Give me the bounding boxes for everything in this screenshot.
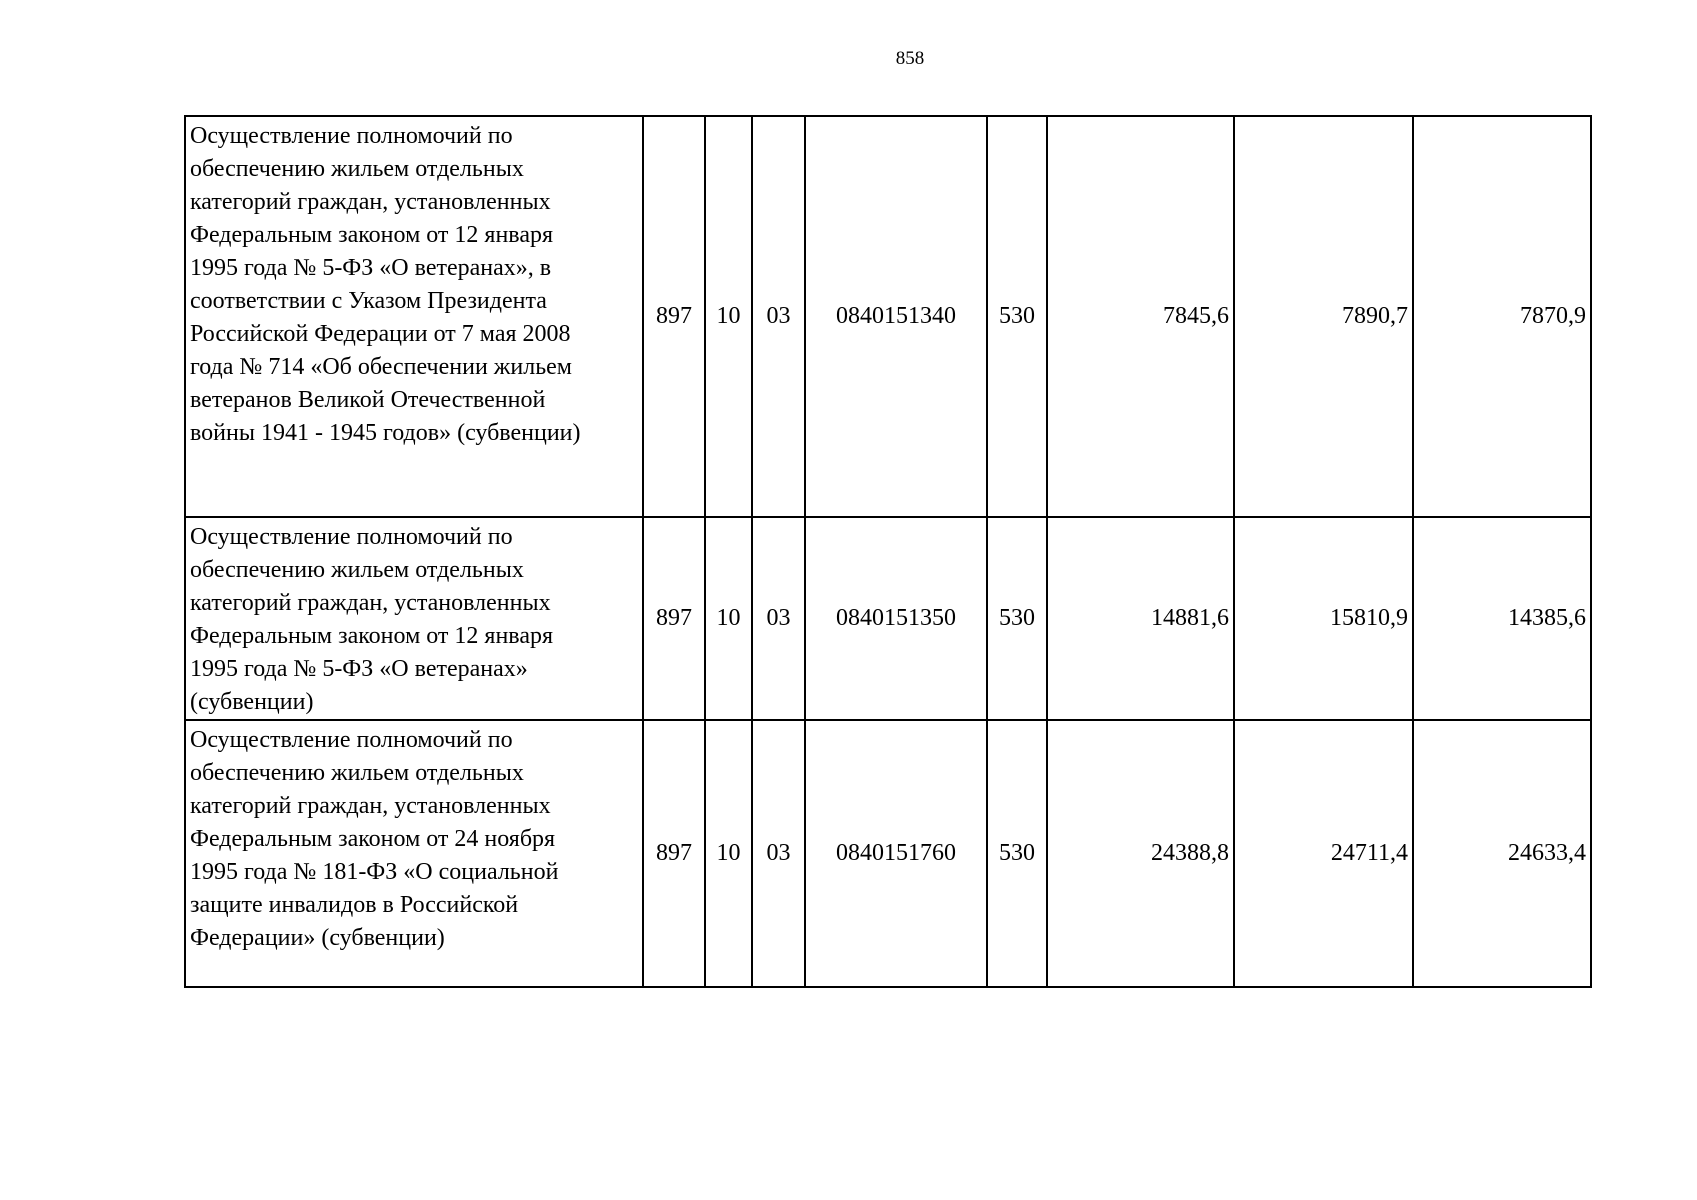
description-line: обеспечению жильем отдельных xyxy=(190,760,524,786)
description-line: Федеральным законом от 24 ноября xyxy=(190,826,556,852)
amount-year-1: 24388,8 xyxy=(1047,720,1234,987)
section-code: 10 xyxy=(705,720,752,987)
description-line: 1995 года № 5-ФЗ «О ветеранах» xyxy=(190,656,528,682)
amount-year-2: 24711,4 xyxy=(1234,720,1413,987)
subsection-code: 03 xyxy=(752,720,805,987)
section-code: 10 xyxy=(705,517,752,720)
page-number: 858 xyxy=(895,48,925,69)
amount-year-1: 14881,6 xyxy=(1047,517,1234,720)
description-line: (субвенции) xyxy=(190,689,314,715)
target-article-code: 0840151340 xyxy=(805,116,987,517)
description-line: обеспечению жильем отдельных xyxy=(190,557,524,583)
description-line: 1995 года № 5-ФЗ «О ветеранах», в xyxy=(190,255,552,281)
description-line: Осуществление полномочий по xyxy=(190,123,513,149)
description-line: категорий граждан, установленных xyxy=(190,590,551,616)
row-description xyxy=(185,116,643,517)
description-line: категорий граждан, установленных xyxy=(190,793,551,819)
ministry-code: 897 xyxy=(643,116,705,517)
amount-year-2: 7890,7 xyxy=(1234,116,1413,517)
ministry-code: 897 xyxy=(643,720,705,987)
target-article-code: 0840151350 xyxy=(805,517,987,720)
table-row xyxy=(185,116,1591,517)
table-row xyxy=(185,517,1591,720)
budget-table xyxy=(184,115,1592,988)
amount-year-1: 7845,6 xyxy=(1047,116,1234,517)
expense-type-code: 530 xyxy=(987,720,1047,987)
amount-year-3: 14385,6 xyxy=(1413,517,1591,720)
amount-year-2: 15810,9 xyxy=(1234,517,1413,720)
ministry-code: 897 xyxy=(643,517,705,720)
subsection-code: 03 xyxy=(752,517,805,720)
description-line: Осуществление полномочий по xyxy=(190,524,513,550)
target-article-code: 0840151760 xyxy=(805,720,987,987)
description-line: обеспечению жильем отдельных xyxy=(190,156,524,182)
amount-year-3: 24633,4 xyxy=(1413,720,1591,987)
subsection-code: 03 xyxy=(752,116,805,517)
table-row xyxy=(185,720,1591,987)
description-line: ветеранов Великой Отечественной xyxy=(190,387,546,413)
description-line: Федеральным законом от 12 января xyxy=(190,623,554,649)
description-line: Федерации» (субвенции) xyxy=(190,925,445,951)
description-line: Российской Федерации от 7 мая 2008 xyxy=(190,321,571,347)
row-description xyxy=(185,517,643,720)
description-line: года № 714 «Об обеспечении жильем xyxy=(190,354,572,380)
description-line: категорий граждан, установленных xyxy=(190,189,551,215)
description-line: войны 1941 - 1945 годов» (субвенции) xyxy=(190,420,581,446)
description-line: соответствии с Указом Президента xyxy=(190,288,547,314)
description-line: защите инвалидов в Российской xyxy=(190,892,519,918)
row-description xyxy=(185,720,643,987)
description-line: Федеральным законом от 12 января xyxy=(190,222,554,248)
expense-type-code: 530 xyxy=(987,116,1047,517)
description-line: 1995 года № 181-ФЗ «О социальной xyxy=(190,859,559,885)
amount-year-3: 7870,9 xyxy=(1413,116,1591,517)
section-code: 10 xyxy=(705,116,752,517)
expense-type-code: 530 xyxy=(987,517,1047,720)
description-line: Осуществление полномочий по xyxy=(190,727,513,753)
